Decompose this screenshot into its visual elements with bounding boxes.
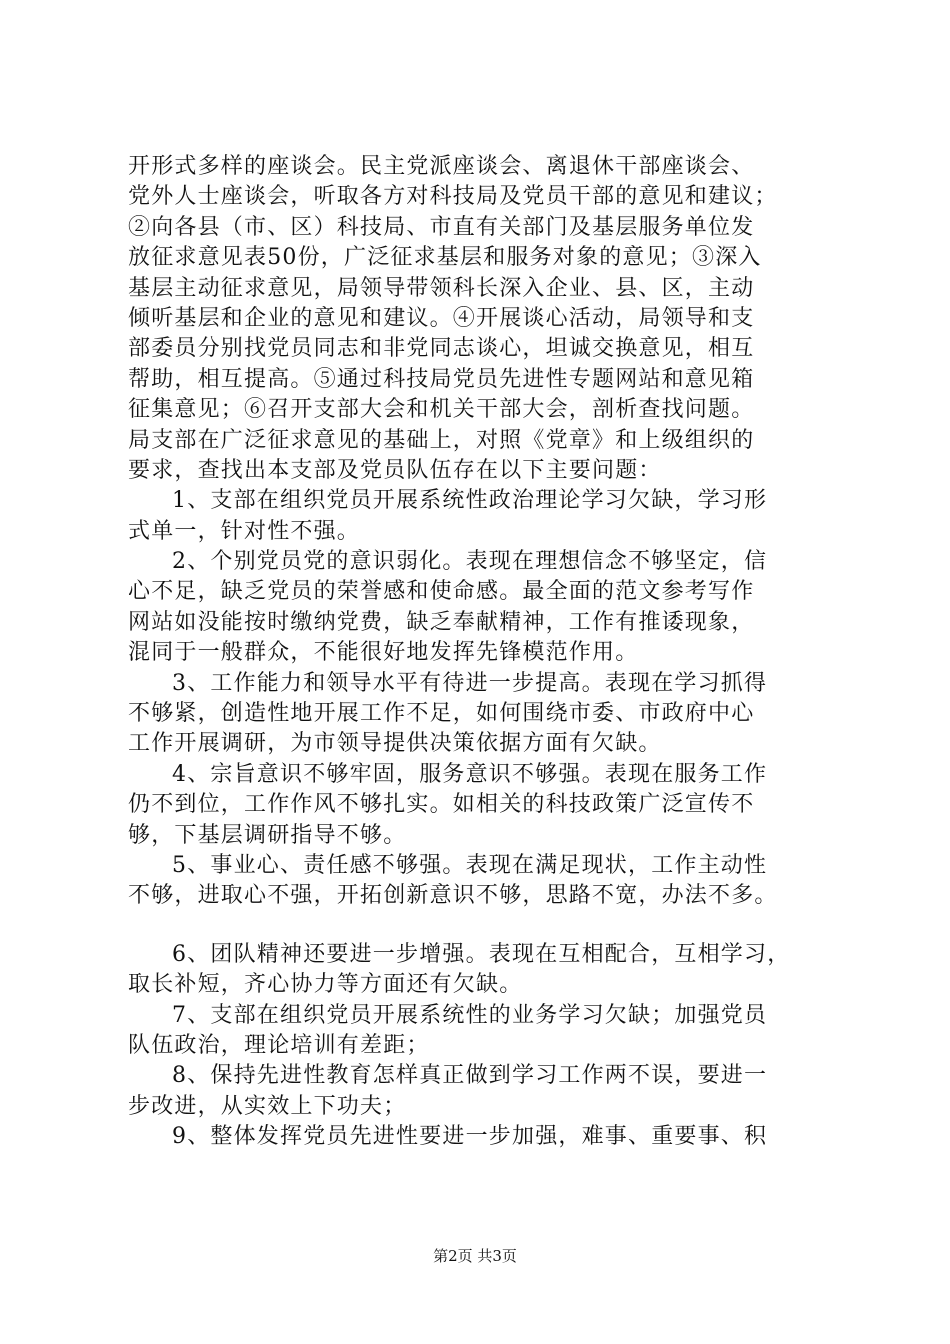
text-line: 网站如没能按时缴纳党费，缺乏奉献精神，工作有推诿现象， <box>128 609 755 635</box>
text-line: 党外人士座谈会，听取各方对科技局及党员干部的意见和建议； <box>128 184 778 210</box>
list-item-6-line: 6、团队精神还要进一步增强。表现在互相配合，互相学习， <box>172 941 791 967</box>
list-item-4-line: 4、宗旨意识不够牢固，服务意识不够强。表现在服务工作 <box>172 761 768 787</box>
text-line: 放征求意见表50份，广泛征求基层和服务对象的意见；③深入 <box>128 245 762 271</box>
text-line: 基层主动征求意见，局领导带领科长深入企业、县、区，主动 <box>128 275 755 301</box>
text-line: 混同于一般群众，不能很好地发挥先锋模范作用。 <box>128 640 639 666</box>
list-item-9-line: 9、整体发挥党员先进性要进一步加强，难事、重要事、积 <box>172 1124 768 1150</box>
text-line: 不够，进取心不强，开拓创新意识不够，思路不宽，办法不多。 <box>128 883 778 909</box>
list-item-5-line: 5、事业心、责任感不够强。表现在满足现状，工作主动性 <box>172 852 768 878</box>
list-item-3-line: 3、工作能力和领导水平有待进一步提高。表现在学习抓得 <box>172 670 768 696</box>
text-line: 心不足，缺乏党员的荣誉感和使命感。最全面的范文参考写作 <box>128 579 755 605</box>
text-line: 队伍政治，理论培训有差距； <box>128 1032 430 1058</box>
text-line: 仍不到位，工作作风不够扎实。如相关的科技政策广泛宣传不 <box>128 792 755 818</box>
list-item-8-line: 8、保持先进性教育怎样真正做到学习工作两不误，要进一 <box>172 1063 768 1089</box>
list-item-7-line: 7、支部在组织党员开展系统性的业务学习欠缺；加强党员 <box>172 1002 768 1028</box>
text-line: 局支部在广泛征求意见的基础上，对照《党章》和上级组织的 <box>128 427 755 453</box>
text-line: 式单一，针对性不强。 <box>128 518 361 544</box>
text-line: 不够紧，创造性地开展工作不足，如何围绕市委、市政府中心 <box>128 701 755 727</box>
paragraph-gap <box>128 912 844 940</box>
text-line: 够，下基层调研指导不够。 <box>128 822 407 848</box>
text-line: 征集意见；⑥召开支部大会和机关干部大会，剖析查找问题。 <box>128 397 755 423</box>
text-line: ②向各县（市、区）科技局、市直有关部门及基层服务单位发 <box>128 214 755 240</box>
text-line: 要求，查找出本支部及党员队伍存在以下主要问题： <box>128 457 662 483</box>
text-line: 部委员分别找党员同志和非党同志谈心，坦诚交换意见，相互 <box>128 336 755 362</box>
document-body <box>128 152 844 1153</box>
text-line: 取长补短，齐心协力等方面还有欠缺。 <box>128 972 523 998</box>
text-line: 步改进，从实效上下功夫； <box>128 1093 407 1119</box>
text-line: 帮助，相互提高。⑤通过科技局党员先进性专题网站和意见箱 <box>128 366 755 392</box>
text-line: 工作开展调研，为市领导提供决策依据方面有欠缺。 <box>128 731 662 757</box>
text-line: 倾听基层和企业的意见和建议。④开展谈心活动，局领导和支 <box>128 305 755 331</box>
page-number: 第2页 共3页 <box>433 1247 517 1265</box>
list-item-1-line: 1、支部在组织党员开展系统性政治理论学习欠缺，学习形 <box>172 488 768 514</box>
list-item-2-line: 2、个别党员党的意识弱化。表现在理想信念不够坚定，信 <box>172 549 768 575</box>
text-line: 开形式多样的座谈会。民主党派座谈会、离退休干部座谈会、 <box>128 154 755 179</box>
